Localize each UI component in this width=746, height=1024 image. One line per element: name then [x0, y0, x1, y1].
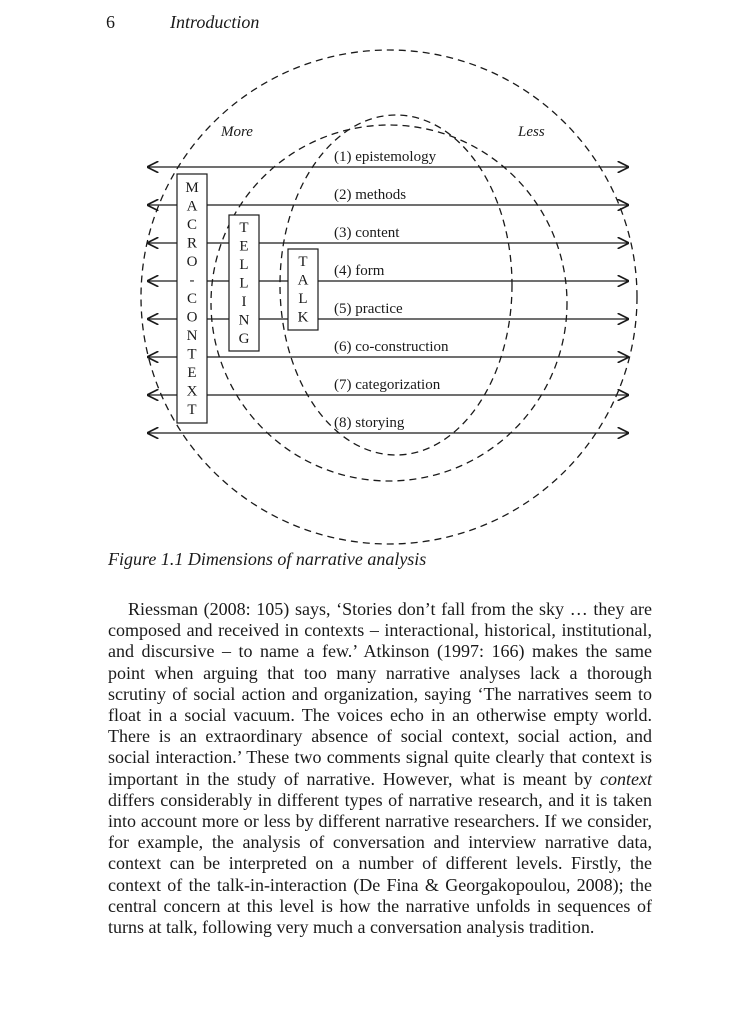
box-letter: X	[186, 383, 198, 400]
box-letter: L	[239, 275, 249, 292]
box-letter: T	[298, 254, 308, 270]
box-letter: T	[187, 402, 197, 418]
dimension-arrow-2	[148, 187, 628, 205]
box-letter: O	[186, 309, 198, 326]
box-letter: N	[238, 312, 250, 329]
dimension-arrow-6	[148, 339, 628, 357]
box-letter: L	[298, 291, 308, 307]
box-letter: -	[189, 272, 195, 289]
dimension-label: (3) content	[334, 225, 400, 241]
dimension-label: (2) methods	[334, 187, 407, 203]
body-text-part-2: differs considerably in different types of narrative research, and it is taken into account more or less by different narrative researchers. If we consider, for example, the analysis of conversation and interview narrative data, context can be interpreted on a number of different levels. Firstly, the context of the talk-in-interaction (De Fina & Georgakopoulou, 2008); the central concern at this level is how the narrative unfolds in sequences of turns at talk, following very much a conversation analysis tradition.	[108, 789, 652, 938]
box-letter: R	[186, 235, 198, 252]
outer-ellipse	[141, 50, 637, 544]
box-letter: C	[186, 291, 198, 307]
figure-caption: Figure 1.1 Dimensions of narrative analysis	[108, 549, 427, 569]
less-label: Less	[518, 124, 545, 140]
dimension-label: (8) storying	[334, 415, 405, 431]
more-label: More	[221, 124, 253, 140]
dimension-arrow-1	[148, 149, 628, 167]
body-paragraph	[108, 599, 652, 938]
dimension-arrow-7	[148, 377, 628, 395]
dimension-label: (7) categorization	[334, 377, 441, 393]
dimension-label: (6) co-construction	[334, 339, 449, 355]
dimension-label: (1) epistemology	[334, 149, 437, 165]
box-letter: M	[185, 180, 199, 196]
box-letter: N	[186, 328, 198, 344]
talk-box	[288, 249, 318, 330]
box-letter: K	[297, 309, 309, 326]
page-number: 6	[106, 12, 115, 32]
running-title: Introduction	[170, 12, 260, 32]
dimension-label: (5) practice	[334, 301, 403, 317]
dimension-label: (4) form	[334, 263, 385, 279]
box-letter: E	[239, 238, 249, 255]
dimension-arrow-4	[148, 263, 628, 281]
box-letter: A	[297, 272, 309, 289]
dimension-arrow-3	[148, 225, 628, 243]
box-letter: G	[238, 331, 250, 347]
body-emphasis: context	[600, 768, 652, 789]
box-letter: T	[187, 346, 197, 363]
macro-context-box	[177, 174, 207, 423]
telling-box	[229, 215, 259, 351]
box-letter: C	[186, 217, 198, 233]
dimension-arrow-8	[148, 415, 628, 433]
dimension-arrow-5	[148, 301, 628, 319]
box-letter: E	[187, 365, 197, 381]
box-letter: A	[186, 198, 198, 215]
box-letter: I	[241, 294, 247, 310]
box-letter: T	[239, 220, 249, 236]
box-letter: L	[239, 257, 249, 273]
body-text-part-1: Riessman (2008: 105) says, ‘Stories don’t fall from the sky … they are composed and received in contexts – interactional, historical, institutional, and discursive – to name a few.’ Atkinson (1997: 166) makes the same point when arguing that too many narrative analyses lack a thorough scrutiny of social action and organization, saying ‘The narratives seem to float in a social vacuum. The voices echo in an otherwise empty world. There is an extraordinary absence of social context, social action, and social interaction.’ These two comments signal quite clearly that context is important in the study of narrative. However, what is meant by	[108, 599, 652, 789]
box-letter: O	[186, 254, 198, 270]
